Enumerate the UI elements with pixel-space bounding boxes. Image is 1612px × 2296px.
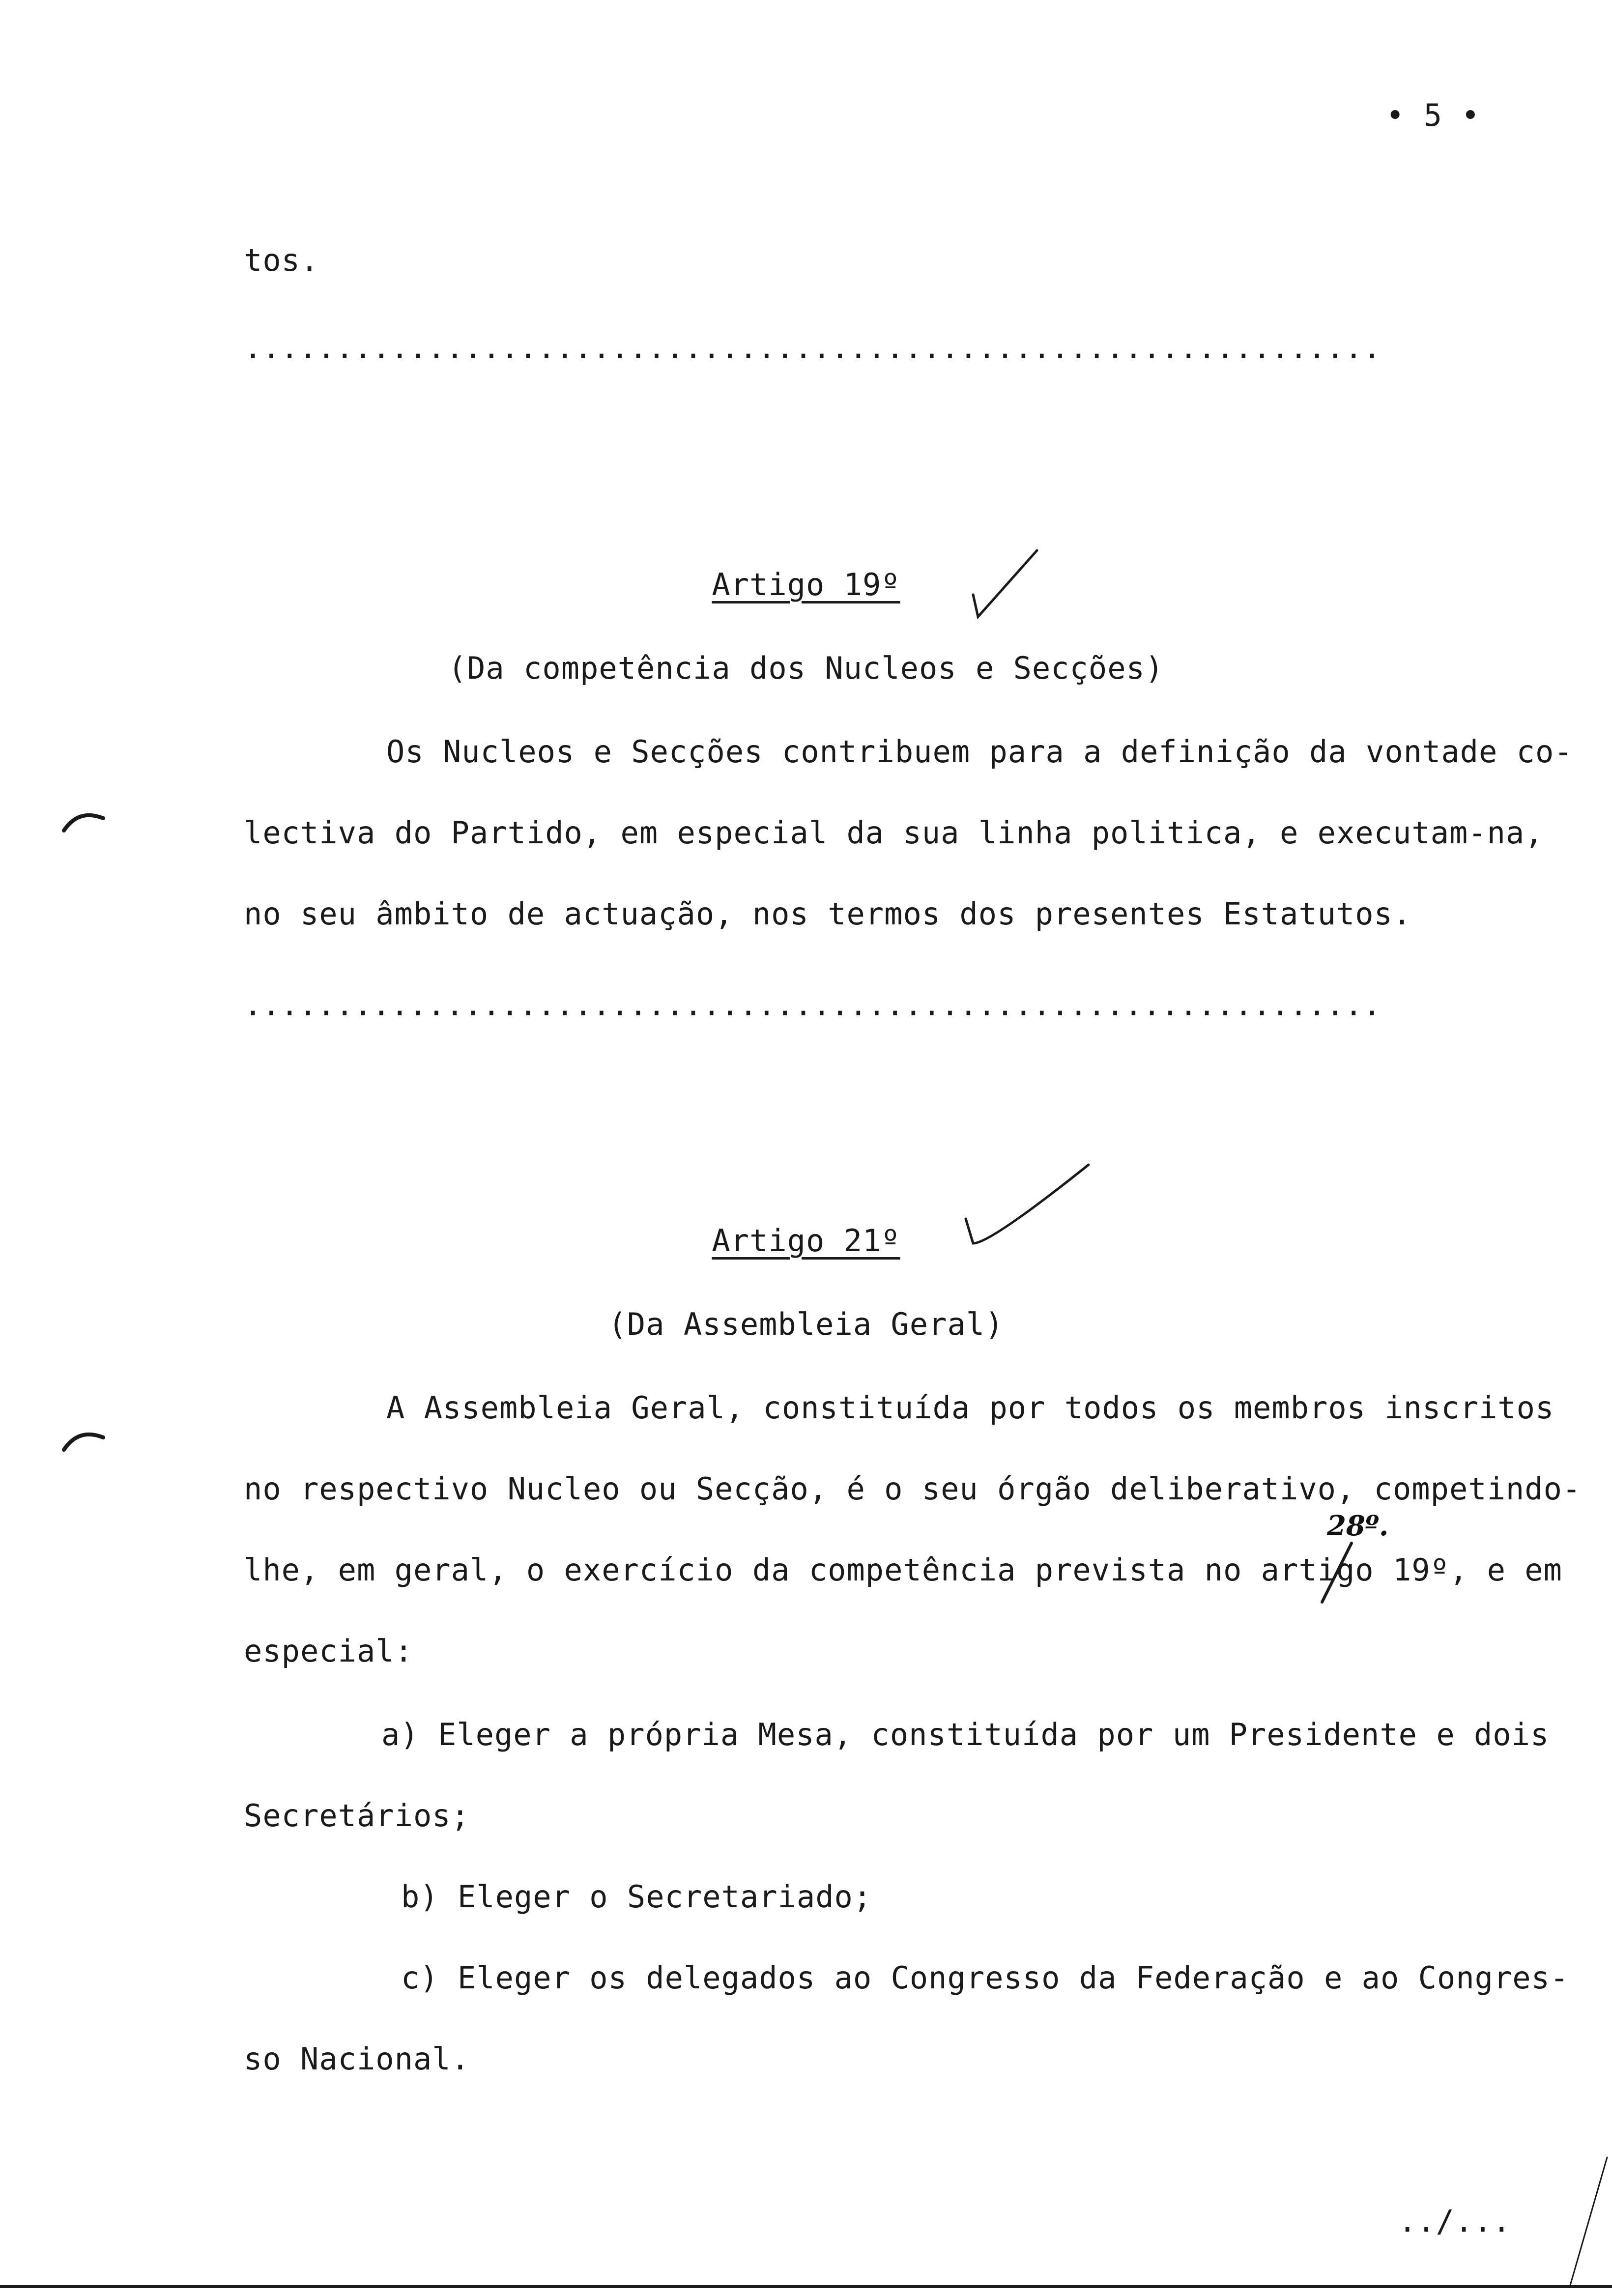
article-21-subtitle: (Da Assembleia Geral) (608, 1306, 1004, 1342)
separator-dots: .............................................................. (244, 987, 1382, 1023)
page-edge-mark-icon (1563, 2152, 1612, 2290)
list-item-b: b) Eleger o Secretariado; (401, 1879, 872, 1915)
checkmark-icon (963, 541, 1047, 624)
punch-mark-icon (59, 1425, 108, 1455)
continuation-text: tos. (244, 242, 319, 278)
article-19-line-3: no seu âmbito de actuação, nos termos dos presentes Estatutos. (244, 896, 1412, 932)
article-19-line-2: lectiva do Partido, em especial da sua linha politica, e executam-na, (244, 815, 1544, 851)
strikeout-icon (1317, 1538, 1356, 1607)
article-21-line-1: A Assembleia Geral, constituída por todos os membros inscritos (386, 1390, 1554, 1426)
article-19-subtitle: (Da competência dos Nucleos e Secções) (448, 650, 1164, 686)
separator-dots: .............................................................. (244, 330, 1382, 366)
checkmark-icon (961, 1160, 1098, 1258)
punch-mark-icon (59, 806, 108, 835)
list-item-c-cont: so Nacional. (244, 2041, 470, 2077)
article-21-line-2: no respectivo Nucleo ou Secção, é o seu órgão deliberativo, competindo- (244, 1471, 1582, 1507)
continuation-marker: ../... (1398, 2203, 1511, 2239)
list-item-c: c) Eleger os delegados ao Congresso da Federação e ao Congres- (401, 1960, 1569, 1996)
handwritten-correction: 28º. (1327, 1510, 1389, 1542)
list-item-a-cont: Secretários; (244, 1798, 470, 1834)
article-21-title: Artigo 21º (712, 1223, 900, 1259)
article-19-title: Artigo 19º (712, 567, 900, 603)
page-number: • 5 • (1386, 97, 1480, 133)
list-item-a: a) Eleger a própria Mesa, constituída por um Presidente e dois (381, 1717, 1550, 1752)
article-19-line-1: Os Nucleos e Secções contribuem para a definição da vontade co- (386, 734, 1573, 770)
bottom-edge (0, 2285, 1612, 2288)
article-21-line-3: lhe, em geral, o exercício da competência prevista no artigo 19º, e em (244, 1552, 1562, 1588)
article-21-line-4: especial: (244, 1633, 413, 1669)
